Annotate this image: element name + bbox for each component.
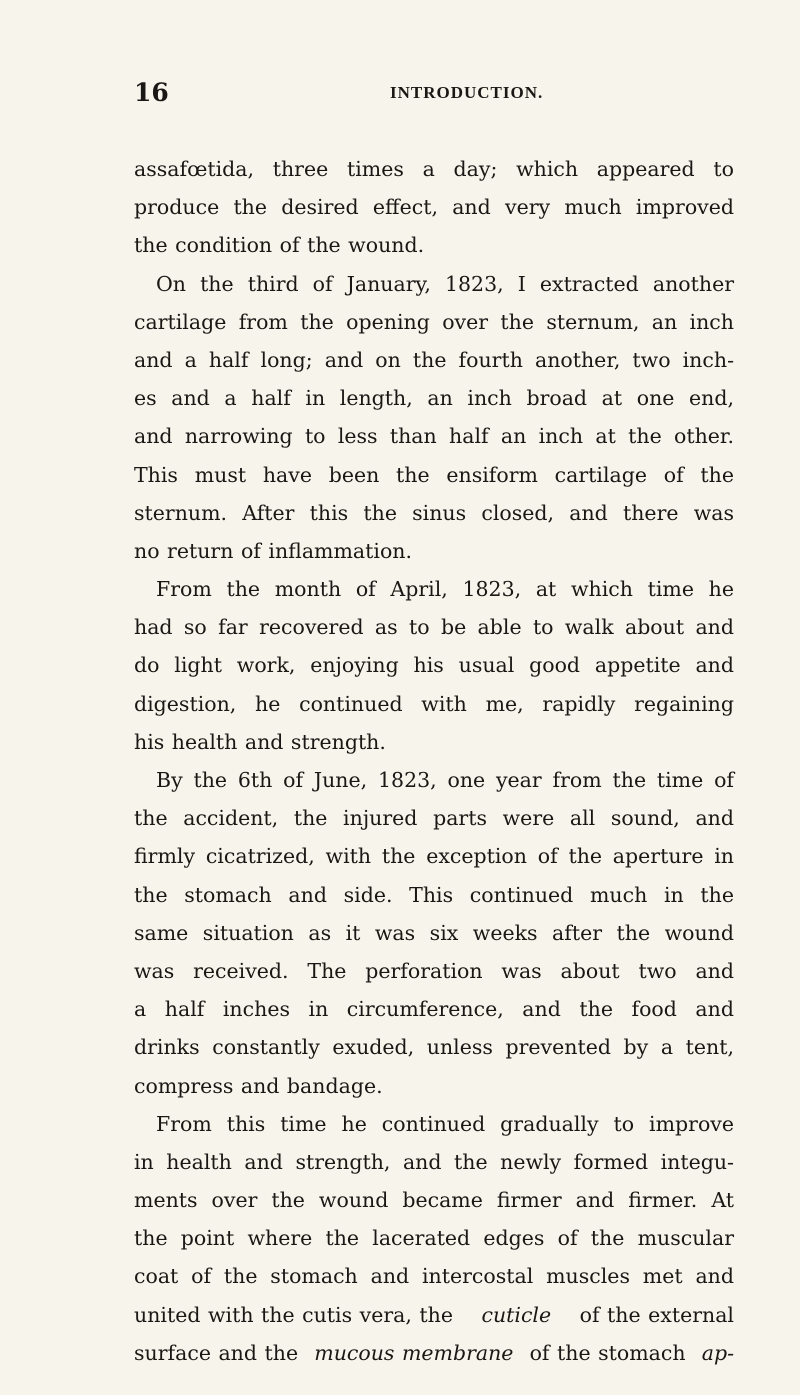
text-line: in health and strength, and the newly formed integu- bbox=[134, 1149, 734, 1174]
paragraph-start-line: By the 6th of June, 1823, one year from the time of bbox=[156, 768, 734, 792]
text-line: the condition of the wound. bbox=[134, 233, 425, 258]
text-line: and narrowing to less than half an inch at the other. bbox=[134, 424, 734, 449]
text-line: digestion, he continued with me, rapidly regaining bbox=[134, 691, 734, 716]
paragraph-start-line: From this time he continued gradually to improve bbox=[156, 1111, 734, 1136]
text-line: his health and strength. bbox=[134, 729, 386, 754]
text-line: had so far recovered as to be able to walk about and bbox=[134, 615, 734, 640]
text-line: sternum. After this the sinus closed, and there was bbox=[134, 500, 734, 525]
paragraph-start-line: On the third of January, 1823, I extracted another bbox=[156, 271, 734, 296]
text-line: cartilage from the opening over the sternum, an inch bbox=[134, 309, 734, 334]
text-line: and a half long; and on the fourth another, two inch- bbox=[134, 347, 734, 372]
text-line: es and a half in length, an inch broad at one end, bbox=[134, 386, 734, 411]
italic-term: cuticle bbox=[481, 1302, 552, 1327]
text-line: was received. The perforation was about two and bbox=[134, 958, 734, 983]
text-line: assafœtida, three times a day; which appeared to bbox=[134, 157, 734, 181]
text-line: the accident, the injured parts were all sound, and bbox=[134, 806, 734, 831]
text-line: drinks constantly exuded, unless prevented by a tent, bbox=[134, 1035, 734, 1060]
text-line: firmly cicatrized, with the exception of the aperture in bbox=[134, 844, 734, 869]
paragraph-start-line: From the month of April, 1823, at which time he bbox=[156, 577, 734, 602]
text-line: do light work, enjoying his usual good appetite and bbox=[134, 653, 734, 678]
text-line: surface and the mucous membrane of the stomach ap- bbox=[134, 1334, 734, 1372]
text-line: united with the cutis vera, the cuticle of the external bbox=[134, 1296, 734, 1334]
page-number: 16 bbox=[134, 78, 169, 107]
text-line: ments over the wound became firmer and firmer. At bbox=[134, 1188, 734, 1213]
text-line: compress and bandage. bbox=[134, 1073, 383, 1098]
text-line: the point where the lacerated edges of the muscular bbox=[134, 1226, 734, 1251]
body-text bbox=[134, 150, 734, 1372]
text-line: coat of the stomach and intercostal muscles met and bbox=[134, 1264, 734, 1289]
text-line: produce the desired effect, and very much improved bbox=[134, 195, 734, 220]
text-line: no return of inflammation. bbox=[134, 538, 413, 563]
running-head: INTRODUCTION. bbox=[390, 83, 544, 102]
text-line: same situation as it was six weeks after the wound bbox=[134, 920, 734, 945]
text-line: This must have been the ensiform cartilage of the bbox=[134, 462, 734, 487]
page-header bbox=[134, 78, 734, 118]
text-line: a half inches in circumference, and the food and bbox=[134, 997, 734, 1022]
italic-term: mucous membrane bbox=[314, 1340, 514, 1365]
text-line: the stomach and side. This continued much in the bbox=[134, 882, 734, 907]
